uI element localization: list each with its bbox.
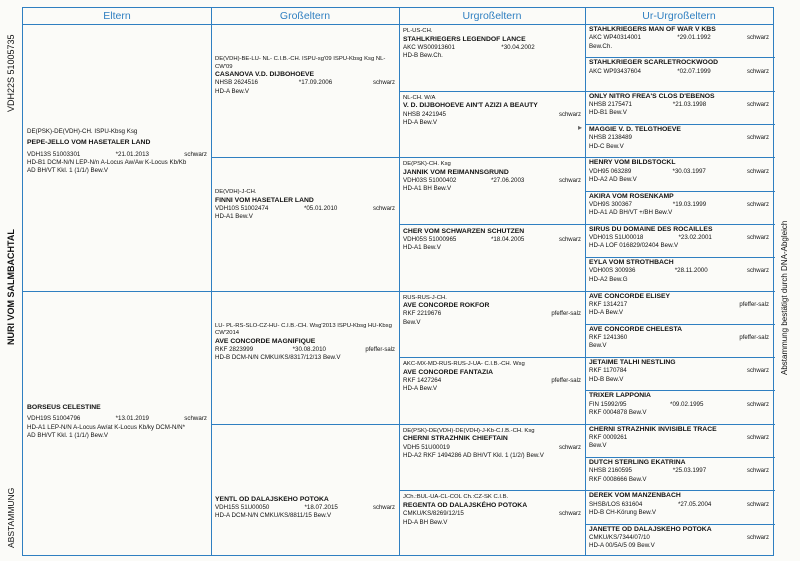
- dog-registration: VDH22S 51005735: [6, 34, 16, 112]
- great-great-grandparent-6: AKIRA VOM ROSENKAMP VDH9S 300367 *19.03.1999 schwarz HD-A1 AD BH/VT +/BH Bew.V: [589, 192, 769, 217]
- grandparent-4: YENTL OD DALAJSKÉHO POTOKA VDH15S 51U00050 *18.07.2015 schwarz HD-A DCM-N/N CMKU/KS/8811/15 Bew.V: [215, 495, 395, 520]
- great-grandparent-4: CHER VOM SCHWARZEN SCHÜTZEN VDH05S 51000965 *18.04.2005 schwarz HD-A1 Bew.V: [403, 227, 581, 252]
- dna-note: Abstammung bestätigt durch DNA-Abgleich: [780, 220, 789, 375]
- great-grandparent-2: NL-CH. W/A V. D. DIJBOHOEVE AIN'T AZIZI A BEAUTY NHSB 2421945 schwarz HD-A Bew.V: [403, 94, 581, 126]
- parent-sire: DE(PSK)-DE(VDH)-CH. ISPU-Kbsg Ksg PEPE-JELLO VOM HASETALER LAND VDH13S 51003301 *21.01.2013 schwarz HD-B1 DCM-N/N LEP-N/n A-Locus Aw/Aw K-Locus Kb/Kb AD BH/VT Kkl. 1 (1/1/) Bew.V: [27, 128, 207, 175]
- great-great-grandparent-7: SIRUS DU DOMAINE DES ROCAILLES VDH01S 51U00018 *23.02.2001 schwarz HD-A LOF 016829/02404 Bew.V: [589, 225, 769, 250]
- great-grandparent-6: AKC-MX-MD-RUS-RUS-J-UA- C.I.B.-CH. Wsg AVE CONCORDE FANTAZIA RKF 1427264 pfeffer-salz HD-A Bew.V: [403, 361, 581, 393]
- great-great-grandparent-12: TRIXER LAPPONIA FIN 15992/95 *09.02.1995 schwarz RKF 0004878 Bew.V: [589, 392, 769, 417]
- great-great-grandparent-8: EYLA VOM STROTHBACH VDH00S 300936 *28.11.2000 schwarz HD-A2 Bew.G: [589, 259, 769, 283]
- great-great-grandparent-14: DUTCH STERLING EKATRINA NHSB 2160595 *25.03.1997 schwarz RKF 0008666 Bew.V: [589, 459, 769, 483]
- header-ururgrosseltern: Ur-Urgroßeltern: [585, 8, 773, 25]
- header-eltern: Eltern: [23, 8, 211, 25]
- grandparent-2: DE(VDH)-J-CH. FINNI VOM HASETALER LAND VDH10S 51002474 *05.01.2010 schwarz HD-A1 Bew.V: [215, 189, 395, 221]
- great-great-grandparent-15: DEREK VOM MANZENBACH SHSB/LOS 631604 *27.05.2004 schwarz HD-B CH-Körung Bew.V: [589, 492, 769, 516]
- grandparent-3: LU- PL-RS-SLO-CZ-HU- C.I.B.-CH. Wsg'2013 ISPU-Kbsg HU-Kbsg CW'2014 AVE CONCORDE MAGNIFIQUE RKF 2823999 *30.08.2010 pfeffer-salz HD-B DCM-N/N CMKU/KS/8317/12/13 Bew.V: [215, 322, 395, 362]
- great-great-grandparent-1: STAHLKRIEGERS MAN OF WAR V KBS AKC WP40314001 *29.01.1992 schwarz Bew.Ch.: [589, 26, 769, 50]
- great-great-grandparent-9: AVE CONCORDE ELISEY RKF 1314217 pfeffer-salz HD-A Bew.V: [589, 292, 769, 317]
- cursor-icon: ▸: [578, 123, 583, 132]
- parent-dam: BORSEUS CELESTINE VDH19S 51004796 *13.01.2019 schwarz HD-A1 LEP-N/N A-Locus Aw/at K-Locus Kb/ky DCM-N/N* AD BH/VT Kkl. 1 (1/1/) Bew.V: [27, 404, 207, 439]
- great-great-grandparent-4: MAGGIE V. D. TELGTHOEVE NHSB 2138489 schwarz HD-C Bew.V: [589, 125, 769, 150]
- great-great-grandparent-5: HENRY VOM BILDSTÖCKL VDH95 063289 *30.03.1997 schwarz HD-A2 AD Bew.V: [589, 159, 769, 183]
- great-great-grandparent-11: JETAIME TALHI NESTLING RKF 1170784 schwarz HD-B Bew.V: [589, 359, 769, 383]
- great-great-grandparent-13: CHERNI STRAZHNIK INVISIBLE TRACE RKF 0009261 schwarz Bew.V: [589, 425, 769, 450]
- great-grandparent-5: RUS-RUS-J-CH. AVE CONCORDE ROKFOR RKF 2219676 pfeffer-salz Bew.V: [403, 294, 581, 326]
- great-great-grandparent-2: STAHLKRIEGER SCARLETROCKWOOD AKC WP93437604 *02.07.1999 schwarz: [589, 59, 769, 75]
- great-grandparent-3: DE(PSK)-CH. Ksg JANNIK VOM REIMANNSGRUND VDH03S 51000402 *27.06.2003 schwarz HD-A1 BH Bew.V: [403, 161, 581, 193]
- great-great-grandparent-10: AVE CONCORDE CHELESTA RKF 1241360 pfeffer-salz Bew.V: [589, 325, 769, 350]
- great-grandparent-7: DE(PSK)-DE(VDH)-DE(VDH)-J-Kb-C.I.B.-CH. Ksg CHERNI STRAZHNIK CHIEFTAIN VDH5 51U00019 schwarz HD-A2 RKF 1494286 AD BH/VT Kkl. 1 (1/2/) Bew.V: [403, 427, 581, 459]
- header-urgrosseltern: Urgroßeltern: [399, 8, 585, 25]
- great-grandparent-1: PL-US-CH. STAHLKRIEGERS LEGENDOF LANCE AKC WS00913601 *30.04.2002 HD-B Bew.Ch.: [403, 28, 535, 60]
- abstammung-label: ABSTAMMUNG: [6, 487, 16, 548]
- grandparent-1: DE(VDH)-BE-LU- NL- C.I.B.-CH. ISPU-sg'09 ISPU-Kbsg Ksg NL-CW'09 CASANOVA V.D. DIJBOHOEVE NHSB 2624516 *17.09.2006 schwarz HD-A Bew.V: [215, 56, 395, 95]
- great-great-grandparent-3: ONLY NITRO FREA'S CLOS D'EBENOS NHSB 2175471 *21.03.1998 schwarz HD-B1 Bew.V: [589, 92, 769, 117]
- great-great-grandparent-16: JANETTE OD DALAJSKÉHO POTOKA CMKU/KS/7344/07/10 schwarz HD-A 00/5A/5 09 Bew.V: [589, 525, 769, 550]
- dog-name: NURI VOM SALMBACHTAL: [6, 229, 16, 345]
- pedigree-table: [22, 7, 774, 556]
- header-grosseltern: Großeltern: [211, 8, 399, 25]
- great-grandparent-8: JCh.:BUL-UA-CL-COL Ch.:CZ-SK C.I.B. REGENTA OD DALAJSKÉHO POTOKA CMKU/KS/8269/12/15 schwarz HD-A BH Bew.V: [403, 494, 581, 526]
